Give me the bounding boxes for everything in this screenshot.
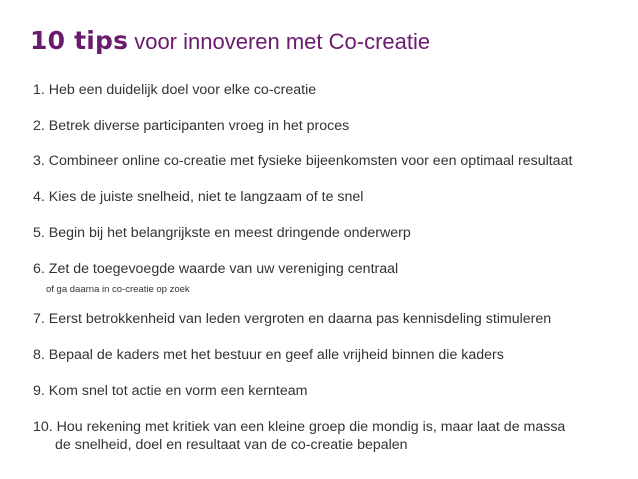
tip-8: 8. Bepaal de kaders met het bestuur en geef alle vrijheid binnen die kaders bbox=[33, 347, 504, 363]
title-rest: voor innoveren met Co-creatie bbox=[134, 29, 431, 54]
slide-title bbox=[30, 26, 430, 55]
tip-1: 1. Heb een duidelijk doel voor elke co-creatie bbox=[33, 82, 317, 98]
title-bold: 10 tips bbox=[30, 26, 129, 55]
tip-3: 3. Combineer online co-creatie met fysieke bijeenkomsten voor een optimaal resultaat bbox=[33, 153, 573, 169]
tip-2: 2. Betrek diverse participanten vroeg in het proces bbox=[33, 118, 350, 134]
tip-10-continuation: de snelheid, doel en resultaat van de co-creatie bepalen bbox=[55, 437, 408, 453]
tip-5: 5. Begin bij het belangrijkste en meest dringende onderwerp bbox=[33, 225, 411, 241]
tip-9: 9. Kom snel tot actie en vorm een kernteam bbox=[33, 383, 308, 399]
tip-6: 6. Zet de toegevoegde waarde van uw vereniging centraal bbox=[33, 261, 399, 277]
tip-7: 7. Eerst betrokkenheid van leden vergroten en daarna pas kennisdeling stimuleren bbox=[33, 311, 552, 327]
tip-10: 10. Hou rekening met kritiek van een kleine groep die mondig is, maar laat de massa bbox=[33, 419, 566, 435]
tip-6-subtext: of ga daarna in co-creatie op zoek bbox=[46, 284, 190, 295]
tip-4: 4. Kies de juiste snelheid, niet te langzaam of te snel bbox=[33, 189, 364, 205]
